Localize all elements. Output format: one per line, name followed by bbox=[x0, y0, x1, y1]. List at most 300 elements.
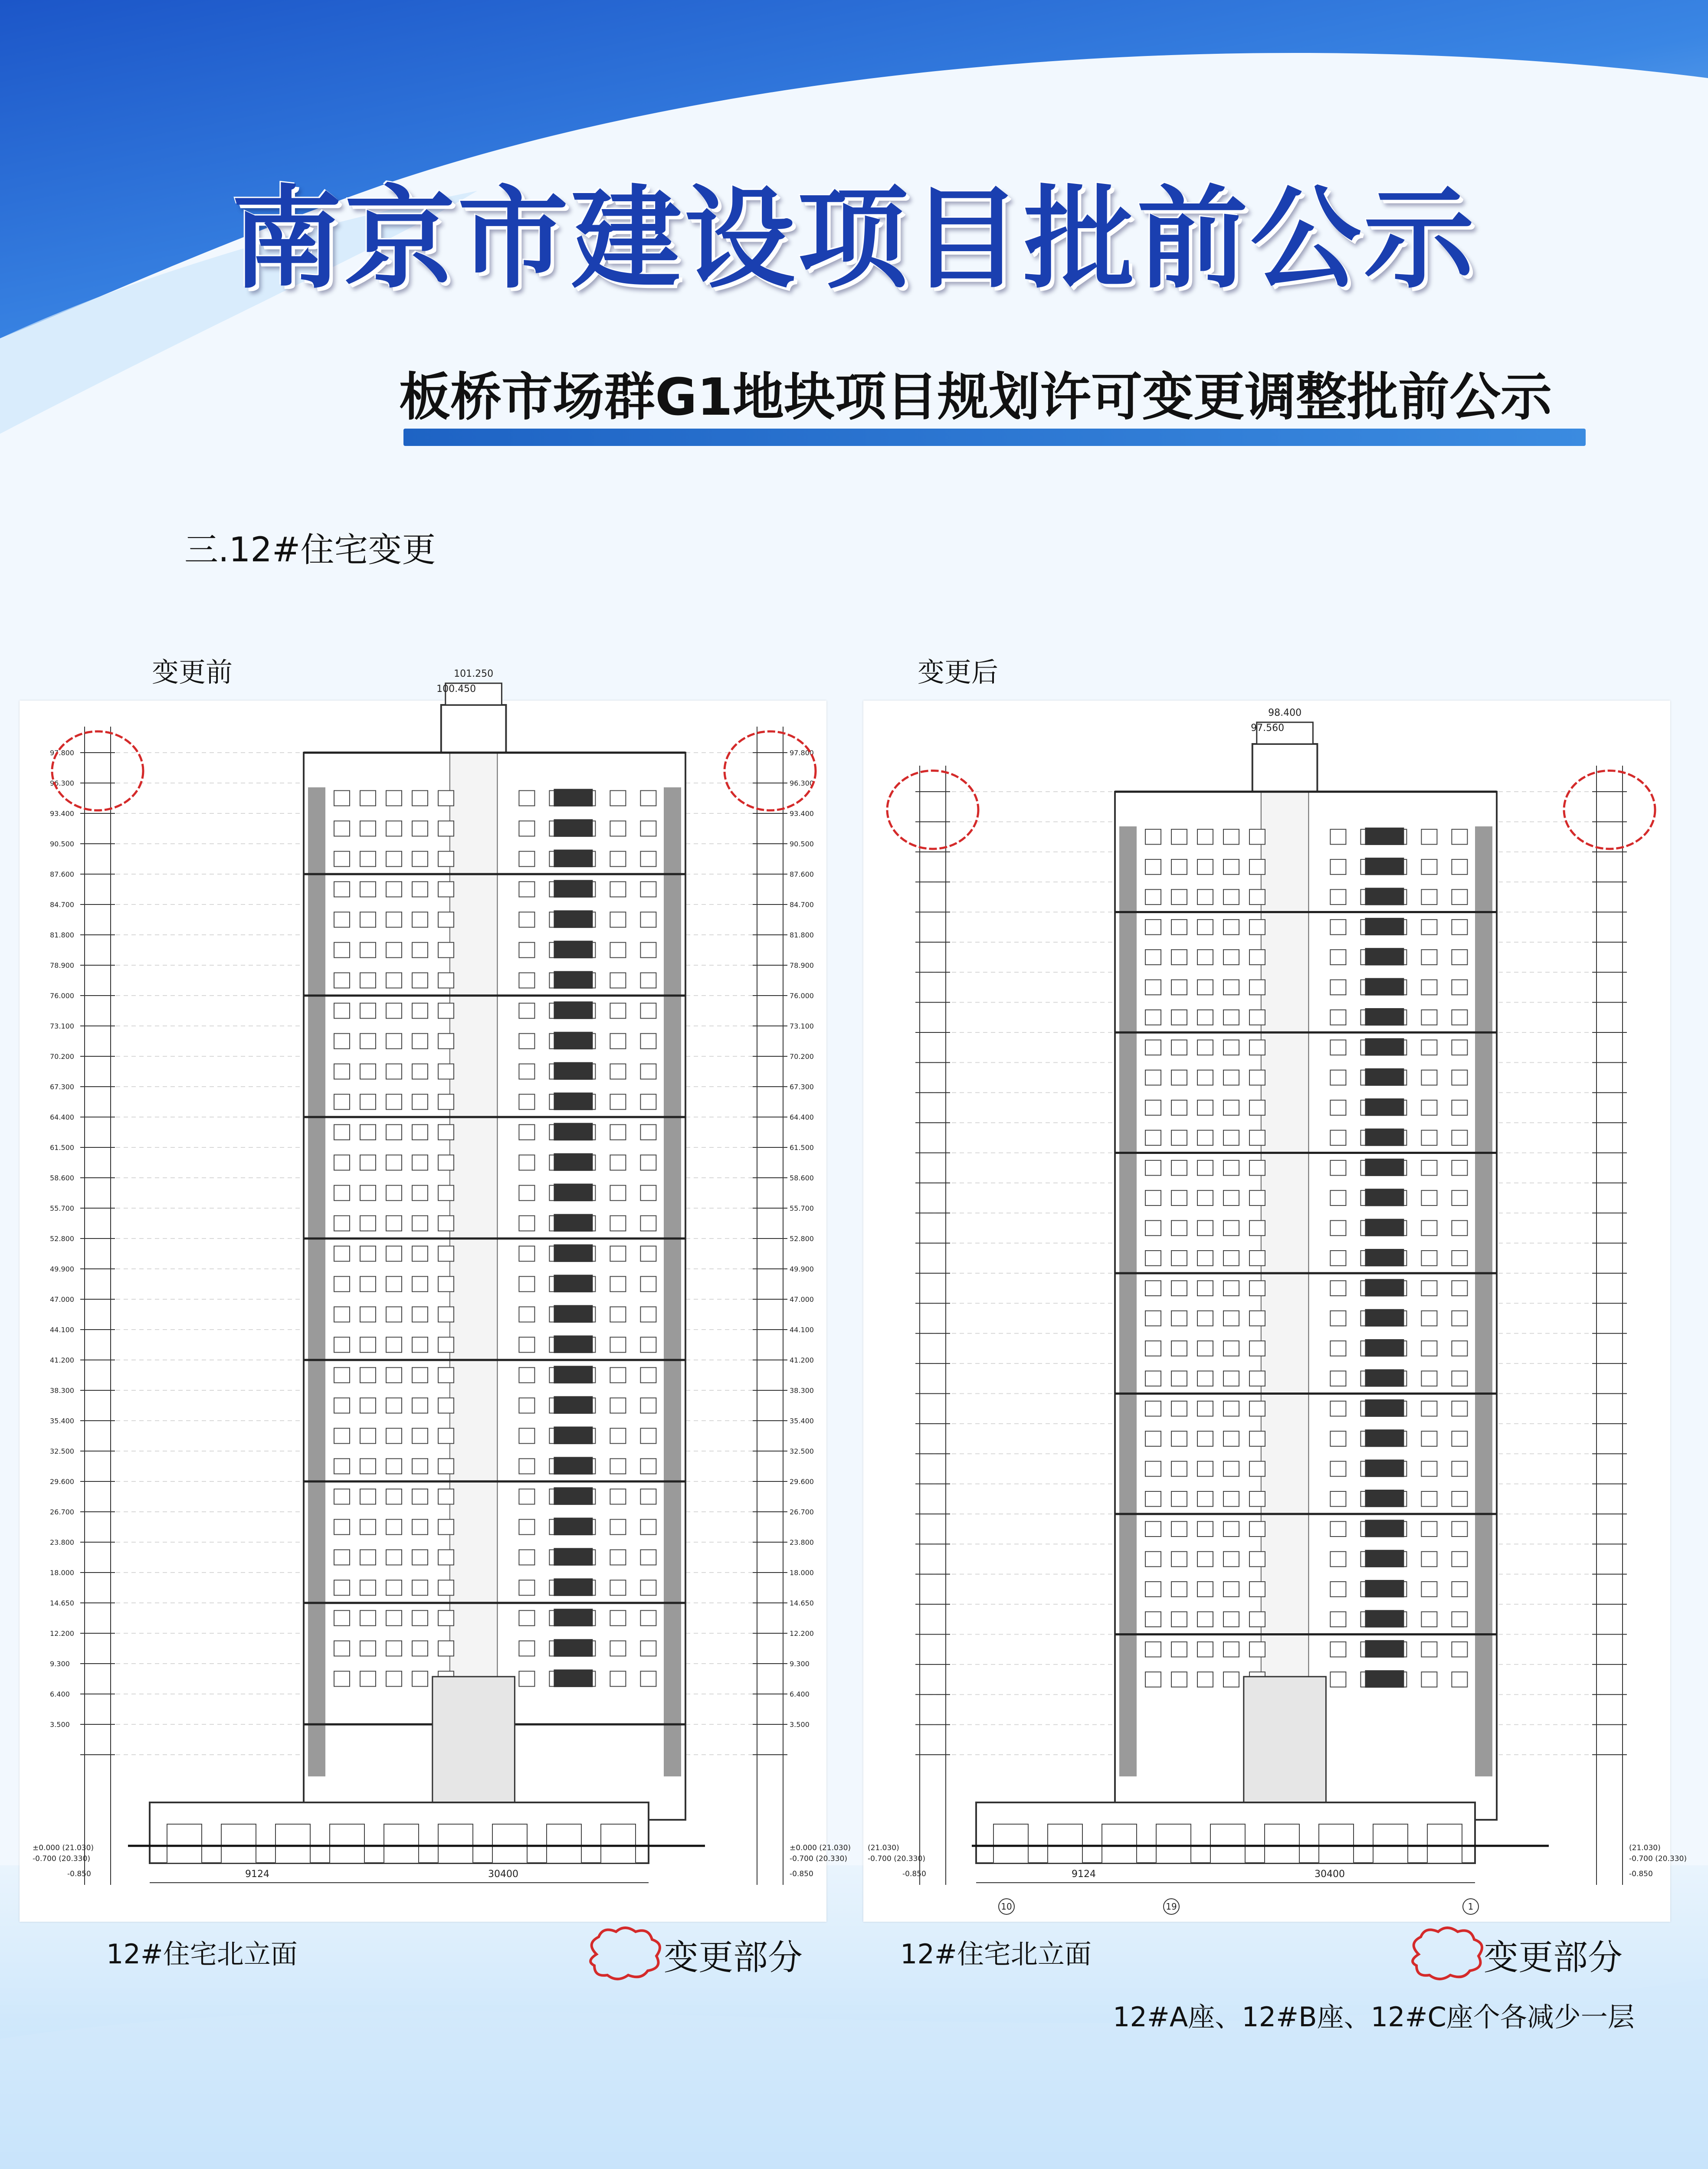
elevation-label: 18.000 bbox=[50, 1569, 74, 1577]
window bbox=[1452, 1431, 1467, 1446]
window bbox=[1421, 1401, 1437, 1416]
window bbox=[610, 943, 626, 958]
window bbox=[1171, 1040, 1187, 1055]
elevation-label: 49.900 bbox=[50, 1265, 74, 1273]
balcony-rail bbox=[554, 1457, 593, 1475]
balcony-rail bbox=[1365, 1399, 1404, 1417]
window bbox=[360, 1611, 376, 1626]
balcony-rail bbox=[1365, 1098, 1404, 1116]
window bbox=[1145, 1582, 1161, 1597]
window bbox=[610, 791, 626, 806]
window bbox=[519, 1125, 534, 1140]
subtitle-underline bbox=[403, 429, 1586, 446]
window bbox=[412, 1034, 428, 1049]
shopfront bbox=[1210, 1824, 1245, 1863]
window bbox=[1145, 1521, 1161, 1537]
elevation-label: 96.300 bbox=[50, 779, 74, 787]
window bbox=[1223, 1401, 1239, 1416]
window bbox=[610, 912, 626, 927]
balcony-rail bbox=[554, 1184, 593, 1202]
window bbox=[1171, 1251, 1187, 1266]
window bbox=[438, 1186, 454, 1201]
elevation-label: 9.300 bbox=[50, 1660, 70, 1668]
base-elevation-label: -0.700 (20.330) bbox=[33, 1854, 90, 1863]
window bbox=[1330, 950, 1346, 965]
window bbox=[334, 1064, 350, 1079]
elevation-label: 38.300 bbox=[50, 1386, 74, 1395]
window bbox=[610, 882, 626, 897]
window bbox=[1452, 1311, 1467, 1326]
window bbox=[1197, 1491, 1213, 1507]
window bbox=[360, 1459, 376, 1474]
window bbox=[1145, 1221, 1161, 1236]
window bbox=[360, 1337, 376, 1353]
window bbox=[386, 852, 402, 867]
window bbox=[1197, 1672, 1213, 1687]
window bbox=[1421, 1582, 1437, 1597]
window bbox=[438, 1337, 454, 1353]
window bbox=[1197, 1552, 1213, 1567]
shopfront bbox=[1102, 1824, 1137, 1863]
window bbox=[412, 1429, 428, 1444]
shopfront bbox=[1156, 1824, 1191, 1863]
window bbox=[1171, 1582, 1187, 1597]
window bbox=[1421, 1521, 1437, 1537]
window bbox=[640, 1429, 656, 1444]
window bbox=[1330, 1281, 1346, 1296]
window bbox=[1171, 1311, 1187, 1326]
window bbox=[438, 882, 454, 897]
window bbox=[1223, 1100, 1239, 1115]
window bbox=[386, 1671, 402, 1687]
window bbox=[412, 943, 428, 958]
window bbox=[1145, 950, 1161, 965]
window bbox=[1452, 1100, 1467, 1115]
window bbox=[640, 1064, 656, 1079]
elevation-label: 90.500 bbox=[790, 840, 814, 848]
window bbox=[1145, 1552, 1161, 1567]
balcony-rail bbox=[554, 1366, 593, 1384]
window bbox=[438, 1003, 454, 1019]
elevation-label: 41.200 bbox=[790, 1356, 814, 1364]
window bbox=[1249, 1371, 1265, 1386]
window bbox=[1421, 1100, 1437, 1115]
window bbox=[1145, 1070, 1161, 1085]
elevation-drawing-after bbox=[863, 701, 1687, 1922]
balcony-rail bbox=[554, 1275, 593, 1293]
dimension-label: 30400 bbox=[488, 1869, 518, 1880]
window bbox=[334, 1550, 350, 1565]
elevation-label: 87.600 bbox=[790, 870, 814, 878]
window bbox=[386, 1307, 402, 1322]
window bbox=[1197, 1311, 1213, 1326]
balcony-rail bbox=[554, 971, 593, 989]
window bbox=[1330, 829, 1346, 845]
facade-core-panel bbox=[450, 753, 498, 1690]
window bbox=[334, 1611, 350, 1626]
window bbox=[1452, 980, 1467, 995]
window bbox=[610, 1671, 626, 1687]
balcony-rail bbox=[1365, 1640, 1404, 1658]
window bbox=[438, 1155, 454, 1170]
window bbox=[1197, 1221, 1213, 1236]
window bbox=[1223, 1431, 1239, 1446]
window bbox=[1171, 1221, 1187, 1236]
window bbox=[519, 791, 534, 806]
window bbox=[438, 791, 454, 806]
window bbox=[334, 882, 350, 897]
roof-elevation-label: 101.250 bbox=[454, 668, 494, 679]
window bbox=[1197, 1190, 1213, 1206]
revision-cloud-marker bbox=[887, 770, 978, 849]
balcony-rail bbox=[554, 941, 593, 959]
window bbox=[519, 1429, 534, 1444]
window bbox=[1452, 889, 1467, 904]
window bbox=[1452, 1672, 1467, 1687]
window bbox=[610, 1246, 626, 1261]
window bbox=[334, 791, 350, 806]
elevation-label: 96.300 bbox=[790, 779, 814, 787]
balcony-rail bbox=[554, 1062, 593, 1080]
window bbox=[1145, 1612, 1161, 1627]
window bbox=[1171, 1612, 1187, 1627]
elevation-label: 84.700 bbox=[50, 901, 74, 909]
window bbox=[1452, 1130, 1467, 1145]
window bbox=[1171, 829, 1187, 845]
window bbox=[640, 1003, 656, 1019]
window bbox=[360, 1094, 376, 1110]
window bbox=[1452, 1371, 1467, 1386]
elevation-label: 52.800 bbox=[50, 1235, 74, 1243]
window bbox=[1452, 1401, 1467, 1416]
window bbox=[438, 1277, 454, 1292]
balcony-rail bbox=[554, 1305, 593, 1323]
window bbox=[1330, 1100, 1346, 1115]
window bbox=[412, 1094, 428, 1110]
elevation-label: 44.100 bbox=[50, 1326, 74, 1334]
window bbox=[412, 1520, 428, 1535]
balcony-rail bbox=[554, 1214, 593, 1232]
window bbox=[1421, 1552, 1437, 1567]
window bbox=[1223, 950, 1239, 965]
window bbox=[1223, 1371, 1239, 1386]
window bbox=[1223, 1311, 1239, 1326]
window bbox=[1171, 1010, 1187, 1025]
window bbox=[334, 1337, 350, 1353]
window bbox=[640, 1459, 656, 1474]
window bbox=[1197, 859, 1213, 875]
window bbox=[1171, 1281, 1187, 1296]
elevation-label: 73.100 bbox=[790, 1022, 814, 1030]
window bbox=[1330, 889, 1346, 904]
window bbox=[412, 1580, 428, 1596]
window bbox=[610, 1034, 626, 1049]
window bbox=[1223, 980, 1239, 995]
window bbox=[610, 1580, 626, 1596]
window bbox=[360, 1307, 376, 1322]
window bbox=[1197, 1371, 1213, 1386]
window bbox=[1330, 1461, 1346, 1477]
window bbox=[1330, 1491, 1346, 1507]
window bbox=[334, 1307, 350, 1322]
window bbox=[360, 1125, 376, 1140]
window bbox=[610, 1216, 626, 1231]
window bbox=[386, 1520, 402, 1535]
window bbox=[360, 1429, 376, 1444]
window bbox=[360, 1216, 376, 1231]
window bbox=[360, 1489, 376, 1504]
window bbox=[1249, 1612, 1265, 1627]
grid-axis-label: 1 bbox=[1468, 1901, 1474, 1912]
window bbox=[1421, 1190, 1437, 1206]
window bbox=[640, 1094, 656, 1110]
window bbox=[360, 1003, 376, 1019]
panel-label-after: 变更后 bbox=[918, 656, 999, 688]
window bbox=[640, 1277, 656, 1292]
window bbox=[1330, 980, 1346, 995]
window bbox=[1197, 950, 1213, 965]
window bbox=[1197, 889, 1213, 904]
legend-label-after: 变更部分 bbox=[1484, 1937, 1623, 1978]
window bbox=[1249, 859, 1265, 875]
dimension-label: 30400 bbox=[1315, 1869, 1345, 1880]
window bbox=[334, 1368, 350, 1383]
window bbox=[1223, 1521, 1239, 1537]
balcony-rail bbox=[554, 1427, 593, 1445]
window bbox=[1223, 829, 1239, 845]
window bbox=[438, 1580, 454, 1596]
window bbox=[519, 1368, 534, 1383]
window bbox=[360, 1246, 376, 1261]
caption-after: 12#住宅北立面 bbox=[900, 1938, 1092, 1970]
window bbox=[334, 1429, 350, 1444]
balcony-rail bbox=[1365, 1309, 1404, 1327]
window bbox=[1452, 1582, 1467, 1597]
window bbox=[1452, 1491, 1467, 1507]
window bbox=[610, 1611, 626, 1626]
balcony-rail bbox=[554, 1609, 593, 1627]
window bbox=[412, 1216, 428, 1231]
balcony-rail bbox=[1365, 1249, 1404, 1266]
window bbox=[1452, 1160, 1467, 1176]
window bbox=[334, 1246, 350, 1261]
window bbox=[386, 1034, 402, 1049]
balcony-rail bbox=[554, 1245, 593, 1262]
window bbox=[412, 852, 428, 867]
window bbox=[438, 1034, 454, 1049]
window bbox=[386, 1064, 402, 1079]
window bbox=[438, 1398, 454, 1413]
window bbox=[1330, 1612, 1346, 1627]
window bbox=[1145, 1491, 1161, 1507]
elevation-label: 90.500 bbox=[50, 840, 74, 848]
window bbox=[334, 1398, 350, 1413]
window bbox=[1171, 1461, 1187, 1477]
window bbox=[1421, 829, 1437, 845]
window bbox=[519, 821, 534, 836]
elevation-label: 97.800 bbox=[790, 749, 814, 757]
window bbox=[360, 1520, 376, 1535]
window bbox=[640, 1671, 656, 1687]
window bbox=[1171, 1521, 1187, 1537]
legend-label-before: 变更部分 bbox=[664, 1937, 803, 1978]
window bbox=[1197, 1642, 1213, 1657]
window bbox=[360, 1034, 376, 1049]
balcony-rail bbox=[554, 819, 593, 837]
window bbox=[610, 821, 626, 836]
window bbox=[519, 1520, 534, 1535]
window bbox=[610, 1429, 626, 1444]
window bbox=[1421, 859, 1437, 875]
base-elevation-label: -0.700 (20.330) bbox=[868, 1854, 925, 1863]
roof-core bbox=[441, 705, 506, 753]
window bbox=[1223, 1491, 1239, 1507]
window bbox=[1330, 1401, 1346, 1416]
elevation-label: 14.650 bbox=[790, 1599, 814, 1607]
window bbox=[1197, 1521, 1213, 1537]
window bbox=[1171, 1160, 1187, 1176]
window bbox=[334, 821, 350, 836]
window bbox=[1197, 1040, 1213, 1055]
window bbox=[1452, 1521, 1467, 1537]
balcony-rail bbox=[554, 1002, 593, 1019]
window bbox=[334, 1094, 350, 1110]
window bbox=[438, 1641, 454, 1656]
window bbox=[1249, 1221, 1265, 1236]
elevation-label: 84.700 bbox=[790, 901, 814, 909]
balcony-rail bbox=[554, 850, 593, 868]
window bbox=[519, 1459, 534, 1474]
window bbox=[1171, 1552, 1187, 1567]
window bbox=[1249, 1251, 1265, 1266]
window bbox=[360, 1580, 376, 1596]
window bbox=[610, 1125, 626, 1140]
window bbox=[1171, 950, 1187, 965]
window bbox=[1197, 1612, 1213, 1627]
window bbox=[1145, 1040, 1161, 1055]
window bbox=[360, 1064, 376, 1079]
shopfront bbox=[601, 1824, 636, 1863]
window bbox=[1223, 1672, 1239, 1687]
dimension-label: 9124 bbox=[245, 1869, 269, 1880]
elevation-label: 47.000 bbox=[790, 1295, 814, 1304]
window bbox=[519, 1671, 534, 1687]
window bbox=[386, 1094, 402, 1110]
window bbox=[519, 1064, 534, 1079]
window bbox=[1249, 1521, 1265, 1537]
balcony-rail bbox=[1365, 1610, 1404, 1627]
window bbox=[1223, 1221, 1239, 1236]
elevation-label: 32.500 bbox=[50, 1447, 74, 1455]
window bbox=[1171, 1130, 1187, 1145]
window bbox=[1145, 1401, 1161, 1416]
window bbox=[1330, 1672, 1346, 1687]
elevation-label: 97.800 bbox=[50, 749, 74, 757]
window bbox=[1452, 1010, 1467, 1025]
window bbox=[1171, 859, 1187, 875]
elevation-label: 32.500 bbox=[790, 1447, 814, 1455]
window bbox=[1145, 1100, 1161, 1115]
window bbox=[640, 1186, 656, 1201]
window bbox=[386, 791, 402, 806]
elevation-label: 70.200 bbox=[50, 1052, 74, 1061]
window bbox=[519, 852, 534, 867]
shopfront bbox=[167, 1824, 202, 1863]
window bbox=[1452, 859, 1467, 875]
window bbox=[1145, 1341, 1161, 1356]
window bbox=[1223, 1070, 1239, 1085]
window bbox=[1223, 1612, 1239, 1627]
elevation-label: 52.800 bbox=[790, 1235, 814, 1243]
window bbox=[412, 1398, 428, 1413]
shopfront bbox=[993, 1824, 1028, 1863]
window bbox=[386, 1368, 402, 1383]
window bbox=[360, 943, 376, 958]
caption-before: 12#住宅北立面 bbox=[106, 1938, 298, 1970]
window bbox=[1421, 1010, 1437, 1025]
window bbox=[1330, 1552, 1346, 1567]
window bbox=[334, 943, 350, 958]
window bbox=[412, 1611, 428, 1626]
window bbox=[519, 1611, 534, 1626]
base-elevation-label: -0.850 bbox=[902, 1870, 926, 1878]
balcony-rail bbox=[1365, 1339, 1404, 1356]
window bbox=[640, 1216, 656, 1231]
balcony-rail bbox=[554, 789, 593, 807]
window bbox=[1452, 1070, 1467, 1085]
window bbox=[1223, 1130, 1239, 1145]
window bbox=[1421, 1281, 1437, 1296]
balcony-rail bbox=[554, 1123, 593, 1141]
window bbox=[1223, 1341, 1239, 1356]
window bbox=[334, 1125, 350, 1140]
facade-core-panel bbox=[1261, 792, 1309, 1690]
window bbox=[412, 791, 428, 806]
window bbox=[386, 1398, 402, 1413]
elevation-label: 49.900 bbox=[790, 1265, 814, 1273]
balcony-rail bbox=[554, 1336, 593, 1353]
window bbox=[360, 1277, 376, 1292]
elevation-label: 78.900 bbox=[790, 961, 814, 970]
revision-cloud-icon bbox=[584, 1928, 666, 1980]
window bbox=[1421, 1130, 1437, 1145]
window bbox=[334, 1489, 350, 1504]
window bbox=[1197, 829, 1213, 845]
window bbox=[1171, 1401, 1187, 1416]
window bbox=[438, 1094, 454, 1110]
elevation-after-svg bbox=[863, 701, 1687, 1922]
window bbox=[640, 1580, 656, 1596]
window bbox=[1452, 1251, 1467, 1266]
window bbox=[1197, 980, 1213, 995]
elevation-label: 18.000 bbox=[790, 1569, 814, 1577]
window bbox=[640, 1246, 656, 1261]
elevation-label: 70.200 bbox=[790, 1052, 814, 1061]
window bbox=[360, 1398, 376, 1413]
window bbox=[1197, 1251, 1213, 1266]
window bbox=[1452, 1040, 1467, 1055]
window bbox=[1421, 1491, 1437, 1507]
elevation-label: 35.400 bbox=[50, 1417, 74, 1425]
window bbox=[1452, 1341, 1467, 1356]
window bbox=[1421, 1461, 1437, 1477]
window bbox=[1145, 889, 1161, 904]
window bbox=[1145, 1281, 1161, 1296]
window bbox=[1145, 1160, 1161, 1176]
balcony-rail bbox=[1365, 1550, 1404, 1567]
elevation-label: 78.900 bbox=[50, 961, 74, 970]
window bbox=[519, 1003, 534, 1019]
